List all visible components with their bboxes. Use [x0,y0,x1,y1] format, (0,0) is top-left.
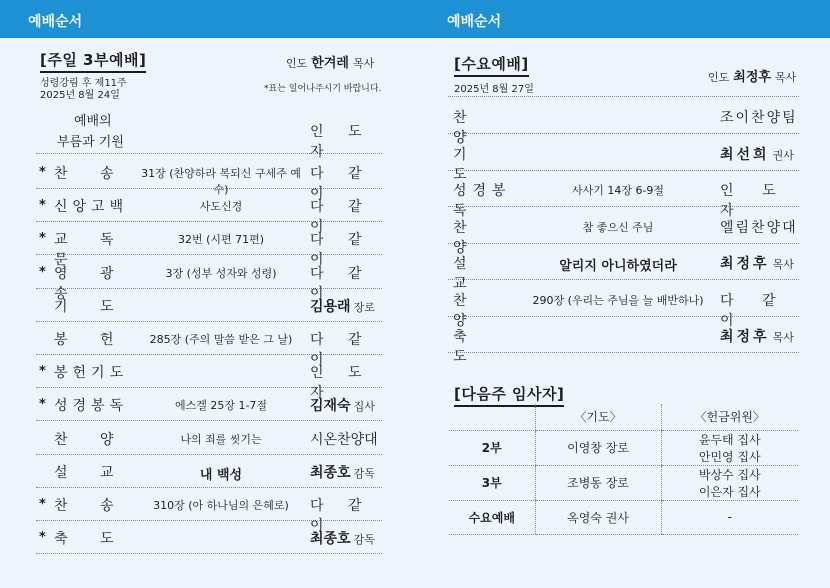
next-week-header-row [449,404,798,430]
offering-person-2: 이은자 집사 [698,484,761,499]
stand-mark: * [39,364,46,380]
table-row [36,488,382,534]
item-label: 성경봉독 [453,183,512,219]
offering-person-1: 윤두태 집사 [698,432,761,447]
table-row [448,281,799,329]
stand-mark: * [39,165,46,180]
item-content: 에스겔 25장 1-7절 [174,399,268,413]
next-week-header-prayer: 〈기도〉 [535,404,661,430]
table-row [36,256,382,302]
item-content: 290장 (우리는 주님을 늘 배반하나) [532,293,704,307]
duty-offering [661,500,798,534]
item-content: 나의 죄를 씻기는 [180,432,262,446]
table-row [448,244,799,292]
person-name: 최정후 [720,256,770,272]
person-rank: 집사 [353,400,375,414]
item-label: 영 광 송 [54,265,114,302]
item-content: 알리지 아니하였더라 [559,259,677,274]
stand-mark: * [39,530,46,546]
person-name: 최정후 [720,329,770,345]
stand-note: *표는 일어나주시기 바랍니다. [264,84,382,94]
person-rank: 감독 [353,533,375,547]
wednesday-date: 2025년 8월 27일 [454,84,534,95]
person-name: 다 같 이 [310,332,372,368]
item-label: 찬 양 [453,292,467,329]
intro-row [36,104,382,160]
sunday-title: [주일 3부예배] [40,49,146,73]
item-person [720,107,800,127]
person-name: 다 같 이 [720,292,788,329]
person-rank: 권사 [772,148,794,162]
person-name: 최종호 [310,464,351,481]
person-rank: 목사 [772,331,794,344]
item-label: 설 교 [54,464,114,481]
item-label: 성경봉독 [54,398,129,415]
offering-person-2: 안민영 집사 [698,449,761,464]
wednesday-leader-name: 최정후 [733,70,771,85]
person-name: 김용래 [310,298,351,315]
item-label: 봉헌기도 [54,365,129,382]
item-label: 기 도 [54,298,114,315]
person-name: 엘림찬양대 [720,219,798,236]
duty-offering [661,430,798,465]
stand-mark: * [39,497,46,512]
sunday-leader [286,52,374,71]
item-label: 봉 헌 [54,332,114,348]
intro-who: 인 도 자 [310,124,372,160]
item-content: 31장 (찬양하라 복되신 구세주 예수) [141,167,301,196]
table-row [449,430,798,465]
table-row [36,422,382,455]
duty-prayer: 옥영숙 권사 [535,500,661,534]
sunday-leader-name: 한겨레 [311,56,349,71]
table-row [36,388,382,421]
item-label: 찬 양 [453,110,467,146]
item-person [310,462,384,482]
table-row [36,189,382,236]
stand-mark: * [39,397,46,413]
item-person [310,296,384,316]
person-name: 다 같 이 [310,498,372,534]
intro-label-1: 예배의 [74,114,112,129]
table-row [36,455,382,488]
person-name: 인 도 자 [310,365,372,402]
stand-mark: * [39,198,46,214]
item-person [310,395,384,415]
next-week-table [449,404,798,535]
duty-offering [661,465,798,500]
wednesday-title-rule [448,96,799,97]
table-row [36,521,382,554]
item-content: 285장 (주의 말씀 받은 그 날) [149,333,293,346]
table-row [448,171,799,219]
item-content: 3장 (성부 성자와 성령) [165,266,277,280]
item-person [310,528,384,548]
next-week-header-offering: 〈헌금위원〉 [661,404,798,430]
item-person [310,429,384,449]
table-row [449,500,798,534]
wednesday-title: [수요예배] [454,53,529,77]
table-row [448,98,799,146]
sunday-leader-rank: 목사 [352,57,375,70]
item-content: 사사기 14장 6-9절 [571,184,665,197]
wednesday-leader-prefix: 인도 [708,71,730,84]
intro-label-2: 부름과 기원 [57,135,124,150]
item-content: 참 좋으신 주님 [582,220,654,234]
duty-group: 수요예배 [449,500,535,534]
item-label: 설 교 [453,256,467,292]
item-person [720,326,800,346]
table-row [36,222,382,269]
item-content: 내 백성 [199,467,243,483]
item-content: 310장 (아 하나님의 은혜로) [153,499,289,512]
sunday-leader-prefix: 인도 [286,57,308,70]
item-content: 32번 (시편 71편) [177,233,265,247]
offering-person-1: - [727,510,732,524]
offering-person-1: 박상수 집사 [698,467,761,482]
next-week-title: [다음주 임사자] [454,383,564,407]
item-label: 찬 양 [453,219,467,256]
person-rank: 장로 [353,300,375,314]
item-label: 축 도 [453,329,467,365]
person-name: 김재숙 [310,398,351,415]
item-person [720,217,800,237]
item-person [720,253,800,273]
table-row [449,465,798,500]
person-rank: 감독 [353,466,375,480]
table-row [448,208,799,256]
table-row [36,322,382,368]
item-label: 찬 송 [54,166,114,182]
sunday-date: 2025년 8월 24일 [40,90,120,101]
item-label: 기 도 [453,146,467,183]
stand-mark: * [39,231,46,247]
person-name: 조이찬양팀 [720,110,798,126]
duty-prayer: 이영창 장로 [535,430,661,465]
left-header-title: 예배순서 [28,14,83,30]
item-label: 신앙고백 [54,199,129,216]
right-header-title: 예배순서 [447,14,502,30]
duty-group: 3부 [449,465,535,500]
stand-mark: * [39,264,46,280]
person-name: 다 같 이 [310,232,372,269]
item-label: 축 도 [54,531,114,548]
duty-prayer: 조병동 장로 [535,465,661,500]
person-name: 최선희 [720,146,770,163]
person-name: 인 도 자 [720,183,788,219]
person-name: 다 같 이 [310,265,372,302]
person-name: 다 같 이 [310,166,372,202]
wednesday-leader-rank: 목사 [774,71,797,84]
person-name: 최종호 [310,531,351,548]
table-row [448,317,799,365]
item-label: 교 독 문 [54,232,114,269]
table-row [36,289,382,322]
wednesday-leader [708,66,796,85]
duty-group: 2부 [449,430,535,465]
item-label: 찬 양 [54,431,114,448]
sunday-season: 성령강림 후 제11주 [40,78,127,89]
table-row [448,135,799,183]
header-bar [0,0,830,38]
item-person [720,144,800,164]
table-row [36,156,382,202]
item-label: 찬 송 [54,498,114,514]
person-rank: 목사 [772,258,794,271]
table-row [36,355,382,402]
next-week-header-group [449,404,535,430]
item-content: 사도신경 [199,200,243,214]
person-name: 시온찬양대 [310,431,378,448]
person-name: 다 같 이 [310,199,372,236]
